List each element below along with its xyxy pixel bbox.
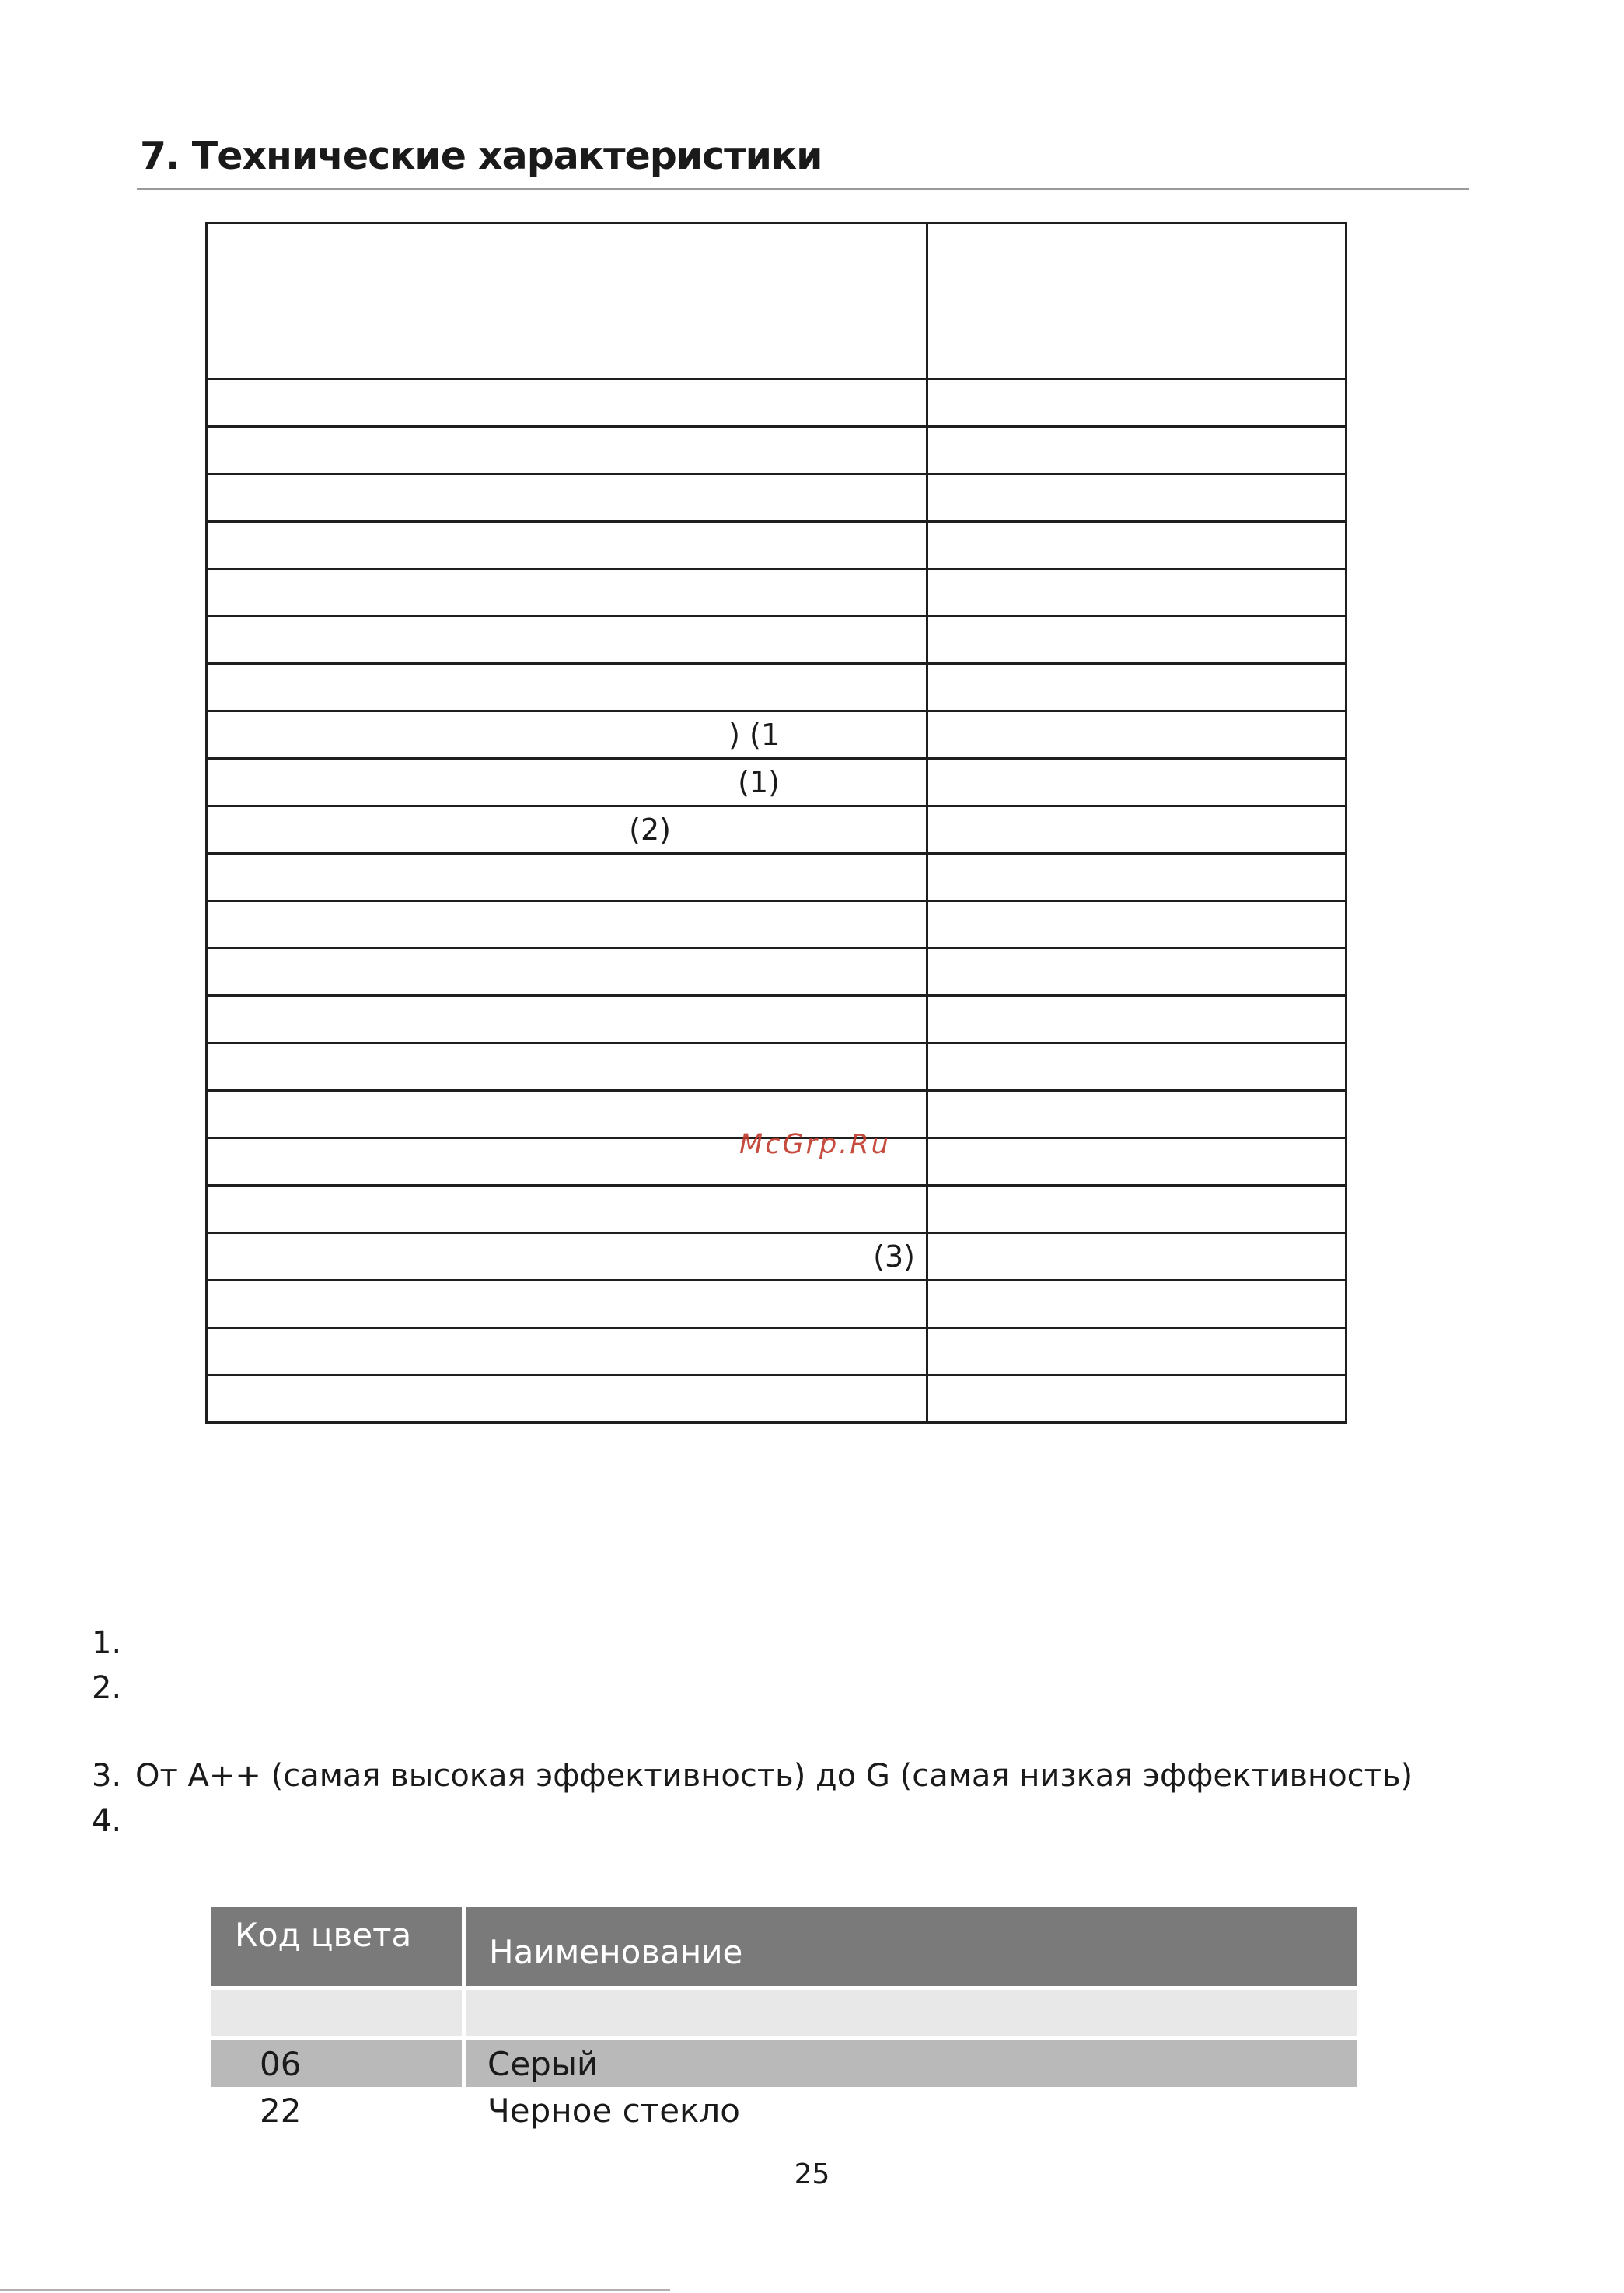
bottom-divider [0, 2289, 670, 2291]
spec-table-row [207, 949, 1346, 996]
spec-table-row [207, 1328, 1346, 1375]
spec-value-cell [927, 1233, 1346, 1281]
footnote-2 [92, 1670, 135, 1706]
spec-param-cell [207, 522, 927, 569]
spec-param-cell [207, 474, 927, 522]
spec-value-cell [927, 617, 1346, 664]
color-table-row [211, 2087, 1357, 2134]
spec-param-label: (1) [738, 765, 780, 799]
spec-param-cell [207, 1233, 927, 1281]
color-name-cell: Серый [466, 2036, 1357, 2087]
spec-value-cell [927, 949, 1346, 996]
spec-table-row [207, 1233, 1346, 1281]
spec-table-row [207, 427, 1346, 474]
spec-table-header-row [207, 223, 1346, 379]
footnote-number: 1. [92, 1625, 122, 1661]
footnote-text: От А++ (самая высокая эффективность) до G (самая низкая эффективность) [135, 1758, 1413, 1794]
color-code-table [211, 1907, 1357, 2134]
spec-value-cell [927, 1328, 1346, 1375]
footnote-number: 3. [92, 1758, 122, 1794]
footnote-1 [92, 1625, 135, 1661]
spec-param-cell [207, 1328, 927, 1375]
spec-table-row [207, 854, 1346, 901]
spec-param-cell [207, 949, 927, 996]
heading-divider [137, 188, 1469, 190]
color-table-row [211, 2036, 1357, 2087]
spec-table-row [207, 1186, 1346, 1233]
spec-param-cell [207, 569, 927, 617]
color-name-header: Наименование [466, 1907, 1357, 1986]
spec-param-cell [207, 1375, 927, 1423]
footnote-number: 2. [92, 1670, 122, 1706]
spec-table-row [207, 569, 1346, 617]
spec-param-cell [207, 664, 927, 711]
spec-value-cell [927, 427, 1346, 474]
spec-value-cell [927, 569, 1346, 617]
spec-table-row [207, 806, 1346, 854]
spec-param-cell [207, 1043, 927, 1091]
spec-table [205, 222, 1347, 1424]
spec-value-cell [927, 1091, 1346, 1138]
spec-table-row [207, 759, 1346, 806]
spec-value-cell [927, 711, 1346, 759]
spec-table-row [207, 901, 1346, 949]
spec-param-cell [207, 1281, 927, 1328]
spec-table-row [207, 1281, 1346, 1328]
spec-value-cell [927, 1375, 1346, 1423]
color-code-cell: 06 [211, 2036, 466, 2087]
spec-table-row [207, 996, 1346, 1043]
spec-param-label: ) (1 [728, 718, 780, 752]
color-code-cell [211, 1986, 466, 2036]
spec-table-row [207, 474, 1346, 522]
spec-table-row [207, 379, 1346, 427]
footnote-3 [92, 1758, 1413, 1794]
spec-param-cell [207, 427, 927, 474]
spec-value-cell [927, 664, 1346, 711]
spec-param-cell [207, 1186, 927, 1233]
spec-table-row [207, 664, 1346, 711]
color-table-row [211, 1986, 1357, 2036]
spec-table-row [207, 1043, 1346, 1091]
spec-value-cell [927, 1186, 1346, 1233]
footnote-number: 4. [92, 1803, 122, 1839]
spec-param-cell [207, 996, 927, 1043]
spec-value-cell [927, 1138, 1346, 1186]
footnote-4 [92, 1803, 135, 1839]
spec-value-cell [927, 1043, 1346, 1091]
spec-param-cell [207, 379, 927, 427]
spec-value-cell [927, 759, 1346, 806]
spec-value-cell [927, 996, 1346, 1043]
spec-header-param [207, 223, 927, 379]
color-table-header-row [211, 1907, 1357, 1986]
spec-param-label: (2) [629, 813, 671, 847]
color-code-header: Код цвета [211, 1907, 466, 1986]
spec-table-row [207, 1375, 1346, 1423]
spec-value-cell [927, 806, 1346, 854]
color-code-cell: 22 [211, 2087, 466, 2134]
watermark: McGrp.Ru [739, 1129, 891, 1160]
spec-table-row [207, 711, 1346, 759]
spec-header-value [927, 223, 1346, 379]
section-heading: 7. Технические характеристики [140, 134, 822, 178]
spec-param-cell [207, 617, 927, 664]
spec-value-cell [927, 854, 1346, 901]
spec-value-cell [927, 901, 1346, 949]
spec-param-cell [207, 759, 927, 806]
spec-value-cell [927, 379, 1346, 427]
spec-value-cell [927, 1281, 1346, 1328]
spec-value-cell [927, 522, 1346, 569]
spec-param-cell [207, 711, 927, 759]
spec-table-row [207, 617, 1346, 664]
spec-param-cell [207, 901, 927, 949]
spec-table-row [207, 522, 1346, 569]
page-number: 25 [794, 2158, 830, 2190]
spec-param-label: (3) [873, 1239, 915, 1274]
spec-value-cell [927, 474, 1346, 522]
color-name-cell: Черное стекло [466, 2087, 1357, 2134]
spec-param-cell [207, 806, 927, 854]
color-name-cell [466, 1986, 1357, 2036]
spec-param-cell [207, 854, 927, 901]
